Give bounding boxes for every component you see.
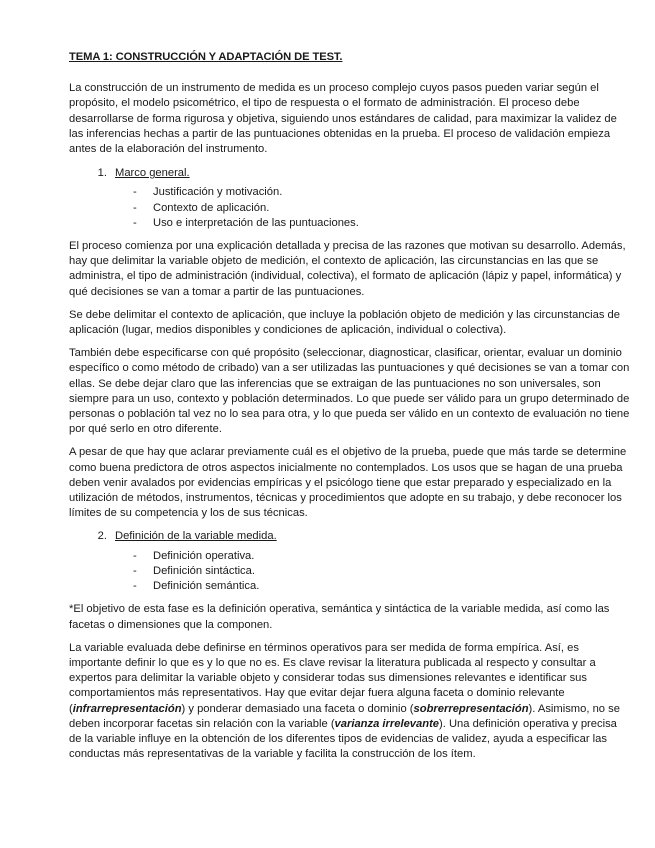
body-paragraph: A pesar de que hay que aclarar previamente cuál es el objetivo de la prueba, puede que más tarde se determine como buena predictora de otros aspectos inicialmente no contemplados. Los usos que se hagan de una prueba deben venir avalados por evidencias empíricas y el psicólogo tiene que estar preparado y especializado en la utilización de métodos, instrumentos, técnicas y procedimientos que adopte en su trabajo, y debe reconocer los límites de su competencia y los de sus técnicas. [69,446,627,520]
body-paragraph: El proceso comienza por una explicación detallada y precisa de las razones que motivan su desarrollo. Además, hay que delimitar la variable objeto de medición, el contexto de aplicación, las circunstancias en las que se administra, el tipo de administración (individual, colectiva), el formato de aplicación (lápiz y papel, informática) y qué decisiones se van a tomar a partir de las puntuaciones. [69,240,626,298]
dash-marker: - [133,580,137,593]
list-item [133,216,631,231]
dash-marker: - [133,564,137,577]
section-label: Marco general. [115,167,190,180]
list-item-text: Contexto de aplicación. [153,201,270,214]
text-run: ). Una definición operativa y precisa de la variable influye en la obtención de los diferentes tipos de evidencias de validez, ayuda a especificar las conductas más representativas de la variable y facilita la construcción de los ítem. [69,717,617,761]
list-item [133,564,631,579]
list-item-text: Justificación y motivación. [153,186,283,199]
body-paragraph: También debe especificarse con qué propósito (seleccionar, diagnosticar, clasificar, orientar, evaluar un dominio específico o como método de cribado) van a ser utilizadas las puntuaciones y qué decisiones se van a tomar con ellas. Se debe dejar claro que las inferencias que se extraigan de las puntuaciones no son universales, son siempre para un uso, contexto y población determinados. Lo que puede ser válido para un grupo determinado de personas o población tal vez no lo sea para otra, y lo que pueda ser válido en un contexto de evaluación no tiene por qué serlo en otro diferente. [69,347,630,436]
text-run: La variable evaluada debe definirse en términos operativos para ser medida de forma empírica. Así, es importante definir lo que es y lo que no es. Es clave revisar la literatura publicada al respecto y consultar a expertos para delimitar la variable objeto y considerar todas sus dimensiones relevantes e identificar sus comportamientos más representativos. Hay que evitar dejar fuera alguna faceta o dominio relevante ( [69,641,596,715]
document-title: TEMA 1: CONSTRUCCIÓN Y ADAPTACIÓN DE TEST. [69,51,343,63]
document-content [69,50,631,770]
section-2-bullets [69,549,631,595]
section-heading-1 [69,166,631,181]
list-item-text: Definición semántica. [153,580,260,593]
section-number: 1. [97,167,107,180]
dash-marker: - [133,216,137,229]
note-paragraph: *El objetivo de esta fase es la definición operativa, semántica y sintáctica de la variable medida, así como las facetas o dimensiones que la componen. [69,603,610,631]
section-heading-2 [69,529,631,544]
body-paragraph: Se debe delimitar el contexto de aplicación, que incluye la población objeto de medición y las circunstancias de aplicación (lugar, medios disponibles y condiciones de aplicación, individual o colectiva). [69,308,621,337]
list-item [133,185,631,200]
list-item [133,201,631,216]
dash-marker: - [133,201,137,214]
list-item-text: Uso e interpretación de las puntuaciones. [153,216,359,229]
text-run: ) y ponderar demasiado una faceta o dominio ( [181,702,414,715]
term-infrarrepresentacion: infrarrepresentación [72,702,182,715]
intro-paragraph: La construcción de un instrumento de medida es un proceso complejo cuyos pasos pueden variar según el propósito, el modelo psicométrico, el tipo de respuesta o el formato de administración. El proceso debe desarrollarse de forma rigurosa y objetiva, siguiendo unos estándares de calidad, para maximizar la validez de las inferencias hechas a partir de las puntuaciones obtenidas en la prueba. El proceso de validación empieza antes de la elaboración del instrumento. [69,82,617,156]
list-item-text: Definición operativa. [153,549,255,562]
dash-marker: - [133,549,137,562]
section-1-bullets [69,185,631,231]
section-label: Definición de la variable medida. [115,530,277,543]
dash-marker: - [133,186,137,199]
term-varianza-irrelevante: varianza irrelevante [334,717,440,730]
term-sobrerrepresentacion: sobrerrepresentación [413,702,529,715]
section-number: 2. [97,530,107,543]
final-paragraph [69,641,631,763]
list-item [133,579,631,594]
list-item [133,549,631,564]
list-item-text: Definición sintáctica. [153,564,255,577]
text-run: ). Asimismo, no se deben incorporar facetas sin relación con la variable ( [69,702,620,730]
